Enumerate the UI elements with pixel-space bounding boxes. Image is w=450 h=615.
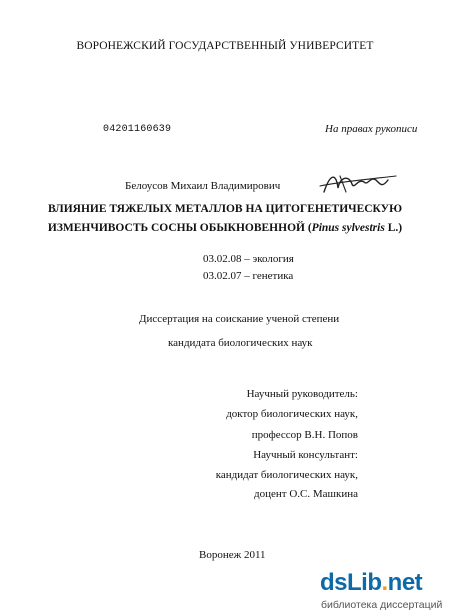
degree-title: кандидата биологических наук [168,337,313,349]
degree-statement: Диссертация на соискание ученой степени [139,313,340,325]
supervisor-heading: Научный руководитель: [246,388,358,400]
watermark-logo-dot: . [381,569,388,596]
specialty-ecology: 03.02.08 – экология [203,253,294,265]
dissertation-title-line-2 [0,222,450,234]
author-name: Белоусов Михаил Владимирович [125,180,281,192]
consultant-degree: кандидат биологических наук, [215,469,358,481]
consultant-heading: Научный консультант: [253,449,358,461]
signature-icon [318,168,398,198]
city-year: Воронеж 2011 [199,549,266,561]
species-name: Pinus sylvestris [311,222,385,234]
watermark-logo-tld: net [387,569,423,596]
university-name: ВОРОНЕЖСКИЙ ГОСУДАРСТВЕННЫЙ УНИВЕРСИТЕТ [76,40,374,52]
watermark-logo-main: dsLib [320,569,382,596]
dissertation-title-line-1: ВЛИЯНИЕ ТЯЖЕЛЫХ МЕТАЛЛОВ НА ЦИТОГЕНЕТИЧЕСКУЮ [47,203,403,215]
supervisor-name: профессор В.Н. Попов [251,429,358,441]
manuscript-rights-note: На правах рукописи [325,123,418,135]
title-line-2-end: L.) [384,222,403,234]
specialty-genetics: 03.02.07 – генетика [203,270,294,282]
consultant-name: доцент О.С. Машкина [254,488,358,500]
watermark-tagline: библиотека диссертаций [321,599,443,611]
watermark-logo [320,569,422,597]
document-number: 04201160639 [103,124,172,135]
title-line-2-main: ИЗМЕНЧИВОСТЬ СОСНЫ ОБЫКНОВЕННОЙ ( [47,222,312,234]
watermark [318,566,450,614]
supervisor-degree: доктор биологических наук, [226,408,358,420]
